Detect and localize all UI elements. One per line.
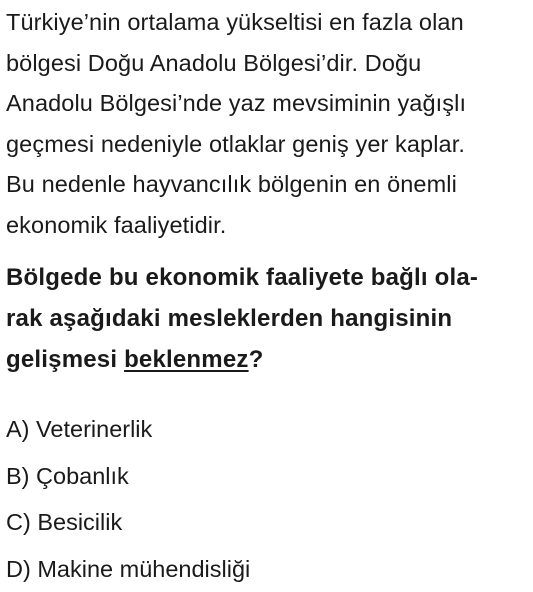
question-prefix: gelişmesi	[6, 346, 124, 373]
passage-line: Anadolu Bölgesi’nde yaz mevsiminin yağışlı	[6, 83, 527, 124]
option-letter: A)	[6, 406, 30, 453]
passage-text	[6, 2, 527, 245]
option-text: Makine mühendisliği	[37, 556, 250, 582]
question-emphasis: beklenmez	[124, 346, 249, 373]
option-text: Veterinerlik	[36, 416, 152, 442]
answer-options	[6, 406, 527, 592]
option-a[interactable]	[6, 406, 527, 453]
question-line: rak aşağıdaki mesleklerden hangisinin	[6, 298, 527, 339]
option-letter: D)	[6, 546, 31, 592]
option-text: Çobanlık	[36, 463, 129, 489]
passage-line: geçmesi nedeniyle otlaklar geniş yer kaplar.	[6, 124, 527, 165]
question-stem	[6, 257, 527, 380]
question-line	[6, 339, 527, 380]
passage-line: Türkiye’nin ortalama yükseltisi en fazla olan	[6, 2, 527, 43]
passage-line: bölgesi Doğu Anadolu Bölgesi’dir. Doğu	[6, 43, 527, 84]
question-line: Bölgede bu ekonomik faaliyete bağlı ola-	[6, 257, 527, 298]
option-text: Besicilik	[37, 509, 122, 535]
question-suffix: ?	[249, 346, 264, 373]
option-letter: B)	[6, 453, 30, 500]
option-c[interactable]	[6, 499, 527, 546]
passage-line: Bu nedenle hayvancılık bölgenin en önemli	[6, 164, 527, 205]
option-d[interactable]	[6, 546, 527, 592]
option-letter: C)	[6, 499, 31, 546]
option-b[interactable]	[6, 453, 527, 500]
passage-line: ekonomik faaliyetidir.	[6, 205, 527, 246]
